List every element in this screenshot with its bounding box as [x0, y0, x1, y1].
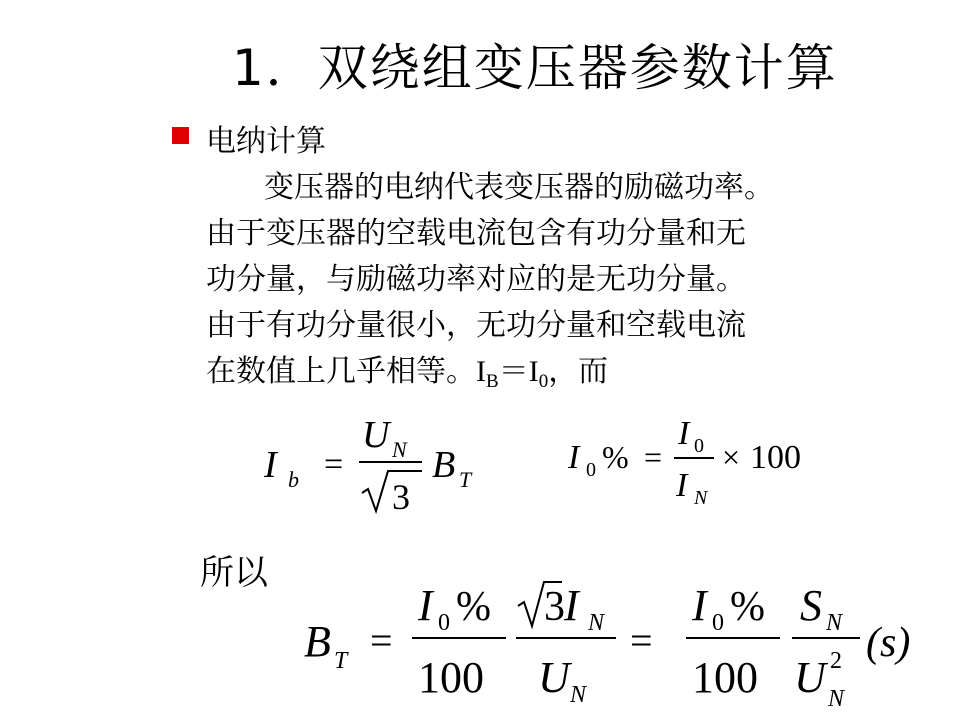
f1-three: 3	[392, 477, 410, 517]
f1-T: T	[459, 467, 472, 492]
f3-SN-sub: N	[826, 610, 843, 636]
f2-percent: %	[602, 439, 629, 475]
f2-I0-sub: 0	[694, 435, 704, 457]
symbol-I0: I	[528, 355, 539, 388]
symbol-sub-B: B	[486, 371, 499, 392]
f3-100b: 100	[692, 653, 758, 702]
slide-title: 1．双绕组变压器参数计算	[232, 39, 838, 97]
f2-IN: I	[676, 467, 688, 504]
f2-I0: I	[678, 415, 690, 452]
symbol-sub-0: 0	[538, 371, 549, 392]
f3-unit: (s)	[866, 620, 911, 666]
para-line-1: 变压器的电纳代表变压器的励磁功率。	[264, 170, 774, 205]
f3-I0a-sub: 0	[438, 610, 450, 636]
f2-0: 0	[586, 459, 596, 481]
f1-U: U	[362, 414, 390, 456]
f3-I0b-sub: 0	[712, 610, 724, 636]
symbol-I: I	[476, 355, 486, 388]
f1-b: b	[288, 467, 299, 492]
f3-S: S	[800, 581, 822, 630]
f3-UN: U	[538, 653, 570, 702]
formula-i0-percent	[566, 410, 826, 515]
f2-I: I	[568, 439, 580, 476]
formula-bt	[300, 570, 950, 720]
f3-UN-sub: N	[570, 682, 587, 708]
f3-I0a: I	[418, 581, 433, 630]
f1-I: I	[264, 444, 277, 486]
para-line-5	[206, 349, 896, 405]
para-line-4: 由于有功分量很小，无功分量和空载电流	[206, 308, 746, 343]
bullet-marker	[172, 127, 189, 144]
explanation-paragraph	[206, 165, 896, 405]
para-line-3: 功分量，与励磁功率对应的是无功分量。	[206, 262, 746, 297]
f3-three: 3	[544, 584, 565, 630]
f3-eq1: =	[370, 618, 393, 663]
f2-100: 100	[750, 439, 801, 476]
f2-eq: =	[644, 439, 663, 475]
para-line-2: 由于变压器的空载电流包含有功分量和无	[206, 216, 746, 251]
f3-percent-b: %	[730, 584, 765, 630]
f1-N: N	[392, 437, 407, 462]
f3-U2: U	[794, 653, 826, 702]
f3-I0b: I	[692, 581, 707, 630]
f2-IN-sub: N	[694, 487, 708, 509]
para-line-5-text: 在数值上几乎相等。	[206, 354, 476, 389]
symbol-equals: ＝	[498, 354, 529, 389]
f3-IN-sub: N	[588, 610, 605, 636]
f3-U2-sub: N	[828, 686, 845, 712]
f3-B: B	[304, 617, 331, 666]
f3-IN: I	[564, 581, 579, 630]
so-label: 所以	[200, 553, 268, 593]
f3-100a: 100	[418, 653, 484, 702]
f3-T: T	[334, 648, 348, 674]
f3-U2-sup: 2	[830, 648, 842, 674]
f3-percent-a: %	[456, 584, 491, 630]
f2-times: ×	[722, 439, 741, 475]
f3-eq2: =	[630, 618, 653, 663]
f1-eq: =	[324, 446, 344, 483]
f1-B: B	[432, 444, 456, 486]
section-heading: 电纳计算	[206, 124, 326, 159]
formula-ib	[262, 405, 492, 520]
para-line-5-end: ，而	[548, 354, 609, 389]
